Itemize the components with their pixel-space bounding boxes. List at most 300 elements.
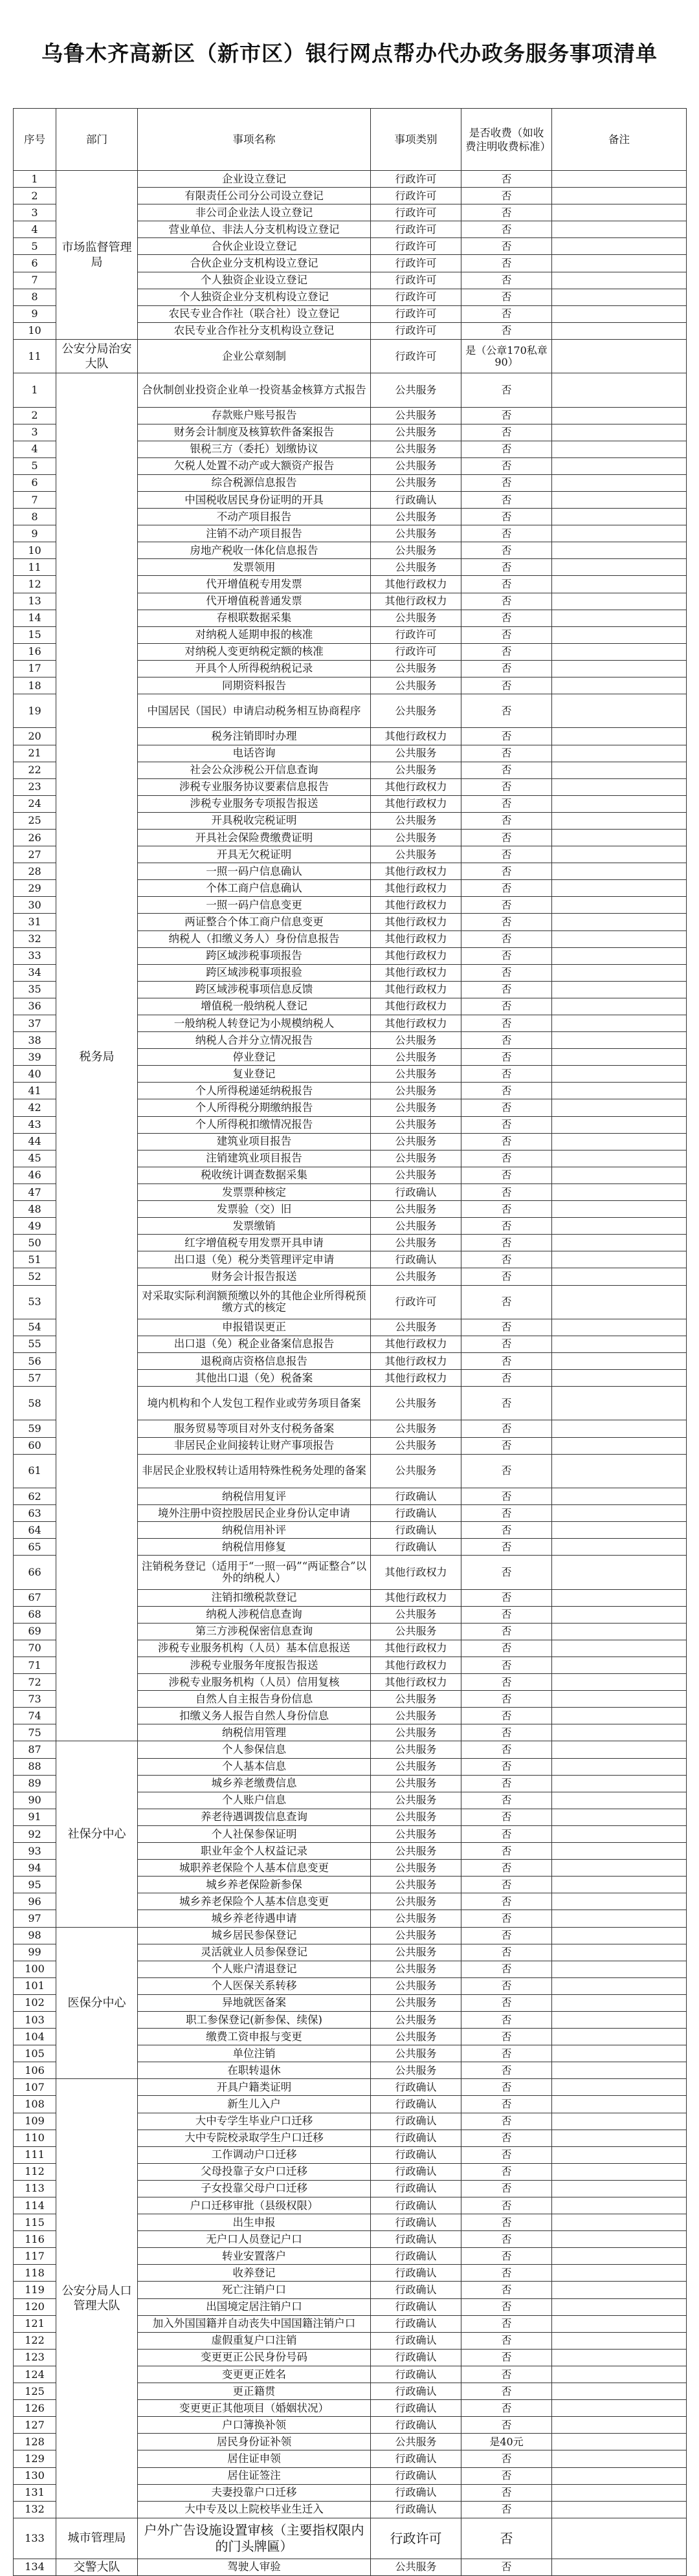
category-cell: 公共服务 bbox=[371, 1809, 461, 1825]
fee-cell: 否 bbox=[461, 1167, 552, 1183]
seq-cell: 2 bbox=[14, 188, 56, 204]
fee-cell: 否 bbox=[461, 1893, 552, 1910]
category-cell: 行政确认 bbox=[371, 2079, 461, 2096]
fee-cell: 否 bbox=[461, 204, 552, 221]
item-name-cell: 一照一码户信息变更 bbox=[138, 897, 371, 914]
seq-cell: 16 bbox=[14, 643, 56, 660]
seq-cell: 56 bbox=[14, 1353, 56, 1370]
seq-cell: 62 bbox=[14, 1488, 56, 1504]
note-cell bbox=[552, 728, 687, 745]
fee-cell: 否 bbox=[461, 914, 552, 930]
seq-cell: 1 bbox=[14, 373, 56, 407]
note-cell bbox=[552, 2248, 687, 2265]
item-name-cell: 涉税专业服务机构（人员）信用复核 bbox=[138, 1674, 371, 1691]
item-name-cell: 居民身份证补领 bbox=[138, 2434, 371, 2450]
category-cell: 其他行政权力 bbox=[371, 1336, 461, 1352]
note-cell bbox=[552, 846, 687, 863]
fee-cell: 否 bbox=[461, 610, 552, 626]
category-cell: 公共服务 bbox=[371, 2559, 461, 2575]
fee-cell: 否 bbox=[461, 305, 552, 322]
seq-cell: 119 bbox=[14, 2282, 56, 2298]
fee-cell: 否 bbox=[461, 762, 552, 778]
category-cell: 公共服务 bbox=[371, 441, 461, 457]
fee-cell: 否 bbox=[461, 1083, 552, 1099]
note-cell bbox=[552, 272, 687, 289]
item-name-cell: 财务会计报告报送 bbox=[138, 1268, 371, 1285]
category-cell: 公共服务 bbox=[371, 2045, 461, 2062]
note-cell bbox=[552, 1505, 687, 1522]
fee-cell: 否 bbox=[461, 964, 552, 981]
note-cell bbox=[552, 2484, 687, 2501]
note-cell bbox=[552, 1860, 687, 1877]
note-cell bbox=[552, 1437, 687, 1454]
seq-cell: 93 bbox=[14, 1843, 56, 1860]
seq-cell: 91 bbox=[14, 1809, 56, 1825]
item-name-cell: 城乡养老保险新参保 bbox=[138, 1877, 371, 1893]
seq-cell: 57 bbox=[14, 1370, 56, 1387]
seq-cell: 124 bbox=[14, 2366, 56, 2383]
category-cell: 公共服务 bbox=[371, 474, 461, 491]
fee-cell: 否 bbox=[461, 1741, 552, 1758]
seq-cell: 102 bbox=[14, 1994, 56, 2011]
note-cell bbox=[552, 610, 687, 626]
note-cell bbox=[552, 2265, 687, 2282]
seq-cell: 128 bbox=[14, 2434, 56, 2450]
item-name-cell: 变更更正其他项目（婚姻状况） bbox=[138, 2400, 371, 2417]
fee-cell: 否 bbox=[461, 660, 552, 677]
item-name-cell: 纳税信用修复 bbox=[138, 1539, 371, 1556]
dept-cell: 交警大队 bbox=[56, 2559, 138, 2575]
fee-cell: 否 bbox=[461, 1488, 552, 1504]
fee-cell: 否 bbox=[461, 2096, 552, 2113]
fee-cell: 否 bbox=[461, 778, 552, 795]
category-cell: 其他行政权力 bbox=[371, 795, 461, 812]
note-cell bbox=[552, 2501, 687, 2518]
item-name-cell: 灵活就业人员参保登记 bbox=[138, 1944, 371, 1961]
item-name-cell: 银税三方（委托）划缴协议 bbox=[138, 441, 371, 457]
service-table bbox=[13, 108, 687, 2576]
seq-cell: 75 bbox=[14, 1724, 56, 1741]
category-cell: 行政许可 bbox=[371, 289, 461, 305]
fee-cell: 否 bbox=[461, 1336, 552, 1352]
seq-cell: 98 bbox=[14, 1927, 56, 1944]
seq-cell: 26 bbox=[14, 829, 56, 846]
fee-cell: 否 bbox=[461, 1251, 552, 1268]
item-name-cell: 户口迁移审批（县级权限） bbox=[138, 2197, 371, 2214]
category-cell: 行政许可 bbox=[371, 272, 461, 289]
category-cell: 行政确认 bbox=[371, 492, 461, 509]
note-cell bbox=[552, 812, 687, 829]
category-cell: 公共服务 bbox=[371, 762, 461, 778]
fee-cell: 否 bbox=[461, 795, 552, 812]
item-name-cell: 合伙制创业投资企业单一投资基金核算方式报告 bbox=[138, 373, 371, 407]
fee-cell: 否 bbox=[461, 171, 552, 188]
seq-cell: 48 bbox=[14, 1201, 56, 1218]
note-cell bbox=[552, 2366, 687, 2383]
fee-cell: 否 bbox=[461, 2079, 552, 2096]
fee-cell: 否 bbox=[461, 626, 552, 643]
category-cell: 行政确认 bbox=[371, 2467, 461, 2484]
item-name-cell: 房地产税收一体化信息报告 bbox=[138, 542, 371, 559]
fee-cell: 否 bbox=[461, 1792, 552, 1809]
item-name-cell: 纳税人合并分立情况报告 bbox=[138, 1032, 371, 1049]
note-cell bbox=[552, 2062, 687, 2079]
category-cell: 公共服务 bbox=[371, 829, 461, 846]
table-row bbox=[14, 2559, 687, 2575]
category-cell: 公共服务 bbox=[371, 1708, 461, 1724]
item-name-cell: 跨区域涉税事项报告 bbox=[138, 947, 371, 964]
fee-cell: 否 bbox=[461, 694, 552, 728]
category-cell: 行政确认 bbox=[371, 2349, 461, 2366]
seq-cell: 42 bbox=[14, 1099, 56, 1116]
seq-cell: 9 bbox=[14, 525, 56, 542]
note-cell bbox=[552, 1420, 687, 1437]
item-name-cell: 城乡养老保险个人基本信息变更 bbox=[138, 1893, 371, 1910]
note-cell bbox=[552, 474, 687, 491]
note-cell bbox=[552, 1623, 687, 1640]
category-cell: 其他行政权力 bbox=[371, 1657, 461, 1674]
item-name-cell: 存款账户账号报告 bbox=[138, 407, 371, 424]
category-cell: 其他行政权力 bbox=[371, 897, 461, 914]
category-cell: 其他行政权力 bbox=[371, 914, 461, 930]
fee-cell: 否 bbox=[461, 930, 552, 947]
item-name-cell: 跨区域涉税事项信息反馈 bbox=[138, 981, 371, 998]
item-name-cell: 父母投靠子女户口迁移 bbox=[138, 2163, 371, 2180]
note-cell bbox=[552, 1099, 687, 1116]
note-cell bbox=[552, 897, 687, 914]
item-name-cell: 虚假重复户口注销 bbox=[138, 2332, 371, 2349]
item-name-cell: 企业公章刻制 bbox=[138, 339, 371, 373]
note-cell bbox=[552, 1522, 687, 1539]
fee-cell: 否 bbox=[461, 2559, 552, 2575]
fee-cell: 否 bbox=[461, 1522, 552, 1539]
item-name-cell: 开具户籍类证明 bbox=[138, 2079, 371, 2096]
dept-cell: 城市管理局 bbox=[56, 2518, 138, 2559]
note-cell bbox=[552, 255, 687, 272]
seq-cell: 6 bbox=[14, 255, 56, 272]
note-cell bbox=[552, 947, 687, 964]
category-cell: 公共服务 bbox=[371, 1758, 461, 1775]
category-cell: 公共服务 bbox=[371, 407, 461, 424]
note-cell bbox=[552, 2518, 687, 2559]
seq-cell: 123 bbox=[14, 2349, 56, 2366]
note-cell bbox=[552, 1251, 687, 1268]
fee-cell: 否 bbox=[461, 2484, 552, 2501]
note-cell bbox=[552, 1133, 687, 1150]
seq-cell: 120 bbox=[14, 2298, 56, 2315]
fee-cell: 否 bbox=[461, 474, 552, 491]
seq-cell: 38 bbox=[14, 1032, 56, 1049]
note-cell bbox=[552, 914, 687, 930]
fee-cell: 否 bbox=[461, 2146, 552, 2163]
item-name-cell: 服务贸易等项目对外支付税务备案 bbox=[138, 1420, 371, 1437]
category-cell: 公共服务 bbox=[371, 2011, 461, 2028]
item-name-cell: 大中专学生毕业户口迁移 bbox=[138, 2113, 371, 2130]
note-cell bbox=[552, 1657, 687, 1674]
fee-cell: 否 bbox=[461, 1877, 552, 1893]
item-name-cell: 驾驶人审验 bbox=[138, 2559, 371, 2575]
table-row bbox=[14, 373, 687, 407]
note-cell bbox=[552, 2349, 687, 2366]
item-name-cell: 对纳税人延期申报的核准 bbox=[138, 626, 371, 643]
category-cell: 公共服务 bbox=[371, 2434, 461, 2450]
note-cell bbox=[552, 2146, 687, 2163]
item-name-cell: 个人账户信息 bbox=[138, 1792, 371, 1809]
item-name-cell: 增值税一般纳税人登记 bbox=[138, 998, 371, 1015]
item-name-cell: 出口退（免）税企业备案信息报告 bbox=[138, 1336, 371, 1352]
fee-cell: 否 bbox=[461, 1201, 552, 1218]
fee-cell: 否 bbox=[461, 492, 552, 509]
category-cell: 行政确认 bbox=[371, 2501, 461, 2518]
seq-cell: 112 bbox=[14, 2163, 56, 2180]
category-cell: 公共服务 bbox=[371, 1944, 461, 1961]
item-name-cell: 代开增值税普通发票 bbox=[138, 593, 371, 610]
seq-cell: 60 bbox=[14, 1437, 56, 1454]
fee-cell: 否 bbox=[461, 272, 552, 289]
seq-cell: 66 bbox=[14, 1556, 56, 1589]
fee-cell: 否 bbox=[461, 1049, 552, 1066]
item-name-cell: 开具个人所得税纳税记录 bbox=[138, 660, 371, 677]
fee-cell: 否 bbox=[461, 981, 552, 998]
seq-cell: 23 bbox=[14, 778, 56, 795]
seq-cell: 106 bbox=[14, 2062, 56, 2079]
note-cell bbox=[552, 2130, 687, 2146]
table-row bbox=[14, 339, 687, 373]
seq-cell: 73 bbox=[14, 1691, 56, 1708]
seq-cell: 47 bbox=[14, 1183, 56, 1200]
note-cell bbox=[552, 1454, 687, 1488]
note-cell bbox=[552, 626, 687, 643]
item-name-cell: 变更更正公民身份号码 bbox=[138, 2349, 371, 2366]
category-cell: 行政确认 bbox=[371, 2248, 461, 2265]
fee-cell: 否 bbox=[461, 2332, 552, 2349]
item-name-cell: 涉税专业服务专项报告报送 bbox=[138, 795, 371, 812]
note-cell bbox=[552, 2559, 687, 2575]
note-cell bbox=[552, 1994, 687, 2011]
note-cell bbox=[552, 1116, 687, 1133]
item-name-cell: 个人所得税分期缴纳报告 bbox=[138, 1099, 371, 1116]
category-cell: 公共服务 bbox=[371, 1167, 461, 1183]
note-cell bbox=[552, 1606, 687, 1623]
note-cell bbox=[552, 1015, 687, 1032]
item-name-cell: 红字增值税专用发票开具申请 bbox=[138, 1235, 371, 1251]
seq-cell: 64 bbox=[14, 1522, 56, 1539]
fee-cell: 否 bbox=[461, 1977, 552, 1994]
note-cell bbox=[552, 1758, 687, 1775]
fee-cell: 否 bbox=[461, 1708, 552, 1724]
fee-cell: 否 bbox=[461, 2029, 552, 2045]
category-cell: 行政确认 bbox=[371, 2484, 461, 2501]
note-cell bbox=[552, 2231, 687, 2248]
fee-cell: 否 bbox=[461, 2130, 552, 2146]
seq-cell: 121 bbox=[14, 2315, 56, 2332]
category-cell: 其他行政权力 bbox=[371, 1589, 461, 1606]
note-cell bbox=[552, 964, 687, 981]
fee-cell: 否 bbox=[461, 1860, 552, 1877]
note-cell bbox=[552, 643, 687, 660]
fee-cell: 否 bbox=[461, 1370, 552, 1387]
category-cell: 公共服务 bbox=[371, 1877, 461, 1893]
note-cell bbox=[552, 305, 687, 322]
category-cell: 公共服务 bbox=[371, 1792, 461, 1809]
category-cell: 公共服务 bbox=[371, 559, 461, 576]
seq-cell: 71 bbox=[14, 1657, 56, 1674]
category-cell: 行政许可 bbox=[371, 221, 461, 238]
fee-cell: 否 bbox=[461, 1944, 552, 1961]
item-name-cell: 工作调动户口迁移 bbox=[138, 2146, 371, 2163]
category-cell: 公共服务 bbox=[371, 1724, 461, 1741]
note-cell bbox=[552, 407, 687, 424]
item-name-cell: 死亡注销户口 bbox=[138, 2282, 371, 2298]
category-cell: 行政确认 bbox=[371, 2366, 461, 2383]
note-cell bbox=[552, 1032, 687, 1049]
category-cell: 公共服务 bbox=[371, 2029, 461, 2045]
item-name-cell: 大中专及以上院校毕业生迁入 bbox=[138, 2501, 371, 2518]
category-cell: 公共服务 bbox=[371, 1319, 461, 1336]
category-cell: 行政确认 bbox=[371, 2146, 461, 2163]
fee-cell: 否 bbox=[461, 829, 552, 846]
category-cell: 行政许可 bbox=[371, 643, 461, 660]
fee-cell: 否 bbox=[461, 1353, 552, 1370]
fee-cell: 否 bbox=[461, 1015, 552, 1032]
fee-cell: 否 bbox=[461, 1133, 552, 1150]
category-cell: 公共服务 bbox=[371, 1741, 461, 1758]
seq-cell: 134 bbox=[14, 2559, 56, 2575]
item-name-cell: 单位注销 bbox=[138, 2045, 371, 2062]
fee-cell: 否 bbox=[461, 1961, 552, 1977]
fee-cell: 否 bbox=[461, 1319, 552, 1336]
seq-cell: 3 bbox=[14, 424, 56, 441]
seq-cell: 39 bbox=[14, 1049, 56, 1066]
item-name-cell: 纳税信用管理 bbox=[138, 1724, 371, 1741]
seq-cell: 32 bbox=[14, 930, 56, 947]
item-name-cell: 一般纳税人转登记为小规模纳税人 bbox=[138, 1015, 371, 1032]
item-name-cell: 个人账户清退登记 bbox=[138, 1961, 371, 1977]
category-cell: 公共服务 bbox=[371, 660, 461, 677]
fee-cell: 否 bbox=[461, 1640, 552, 1657]
item-name-cell: 境外注册中资控股居民企业身份认定申请 bbox=[138, 1505, 371, 1522]
note-cell bbox=[552, 525, 687, 542]
note-cell bbox=[552, 1218, 687, 1235]
item-name-cell: 个人参保信息 bbox=[138, 1741, 371, 1758]
item-name-cell: 存根联数据采集 bbox=[138, 610, 371, 626]
seq-cell: 5 bbox=[14, 238, 56, 255]
note-cell bbox=[552, 1319, 687, 1336]
item-name-cell: 停业登记 bbox=[138, 1049, 371, 1066]
fee-cell: 否 bbox=[461, 188, 552, 204]
note-cell bbox=[552, 238, 687, 255]
category-cell: 公共服务 bbox=[371, 1893, 461, 1910]
item-name-cell: 建筑业项目报告 bbox=[138, 1133, 371, 1150]
seq-cell: 87 bbox=[14, 1741, 56, 1758]
item-name-cell: 税收统计调查数据采集 bbox=[138, 1167, 371, 1183]
seq-cell: 72 bbox=[14, 1674, 56, 1691]
category-cell: 其他行政权力 bbox=[371, 1015, 461, 1032]
item-name-cell: 第三方涉税保密信息查询 bbox=[138, 1623, 371, 1640]
note-cell bbox=[552, 1775, 687, 1792]
note-cell bbox=[552, 171, 687, 188]
seq-cell: 105 bbox=[14, 2045, 56, 2062]
fee-cell: 否 bbox=[461, 880, 552, 897]
seq-cell: 9 bbox=[14, 305, 56, 322]
note-cell bbox=[552, 1150, 687, 1167]
item-name-cell: 注销扣缴税款登记 bbox=[138, 1589, 371, 1606]
fee-cell: 否 bbox=[461, 2113, 552, 2130]
item-name-cell: 两证整合个体工商户信息变更 bbox=[138, 914, 371, 930]
seq-cell: 89 bbox=[14, 1775, 56, 1792]
item-name-cell: 同期资料报告 bbox=[138, 677, 371, 694]
fee-cell: 否 bbox=[461, 2197, 552, 2214]
seq-cell: 45 bbox=[14, 1150, 56, 1167]
note-cell bbox=[552, 2079, 687, 2096]
seq-cell: 11 bbox=[14, 559, 56, 576]
item-name-cell: 个人医保关系转移 bbox=[138, 1977, 371, 1994]
fee-cell: 否 bbox=[461, 2045, 552, 2062]
fee-cell: 否 bbox=[461, 863, 552, 880]
note-cell bbox=[552, 745, 687, 762]
fee-cell: 否 bbox=[461, 1150, 552, 1167]
seq-cell: 114 bbox=[14, 2197, 56, 2214]
seq-cell: 34 bbox=[14, 964, 56, 981]
category-cell: 其他行政权力 bbox=[371, 863, 461, 880]
fee-cell: 否 bbox=[461, 2231, 552, 2248]
category-cell: 行政确认 bbox=[371, 2096, 461, 2113]
seq-cell: 117 bbox=[14, 2248, 56, 2265]
item-name-cell: 综合税源信息报告 bbox=[138, 474, 371, 491]
note-cell bbox=[552, 1285, 687, 1319]
item-name-cell: 涉税专业服务协议要素信息报告 bbox=[138, 778, 371, 795]
seq-cell: 59 bbox=[14, 1420, 56, 1437]
item-name-cell: 合伙企业分支机构设立登记 bbox=[138, 255, 371, 272]
category-cell: 其他行政权力 bbox=[371, 1353, 461, 1370]
seq-cell: 3 bbox=[14, 204, 56, 221]
item-name-cell: 更正籍贯 bbox=[138, 2383, 371, 2400]
category-cell: 行政确认 bbox=[371, 1505, 461, 1522]
item-name-cell: 出国境定居注销户口 bbox=[138, 2298, 371, 2315]
item-name-cell: 扣缴义务人报告自然人身份信息 bbox=[138, 1708, 371, 1724]
note-cell bbox=[552, 1268, 687, 1285]
fee-cell: 否 bbox=[461, 2467, 552, 2484]
seq-cell: 107 bbox=[14, 2079, 56, 2096]
item-name-cell: 欠税人处置不动产或大额资产报告 bbox=[138, 457, 371, 474]
fee-cell: 否 bbox=[461, 1674, 552, 1691]
seq-cell: 130 bbox=[14, 2467, 56, 2484]
dept-cell: 市场监督管理局 bbox=[56, 171, 138, 340]
item-name-cell: 注销税务登记（适用于“一照一码”“两证整合”以外的纳税人） bbox=[138, 1556, 371, 1589]
note-cell bbox=[552, 1640, 687, 1657]
seq-cell: 65 bbox=[14, 1539, 56, 1556]
seq-cell: 44 bbox=[14, 1133, 56, 1150]
item-name-cell: 变更更正姓名 bbox=[138, 2366, 371, 2383]
seq-cell: 58 bbox=[14, 1387, 56, 1420]
seq-cell: 122 bbox=[14, 2332, 56, 2349]
item-name-cell: 发票验（交）旧 bbox=[138, 1201, 371, 1218]
fee-cell: 是（公章170私章90） bbox=[461, 339, 552, 373]
seq-cell: 53 bbox=[14, 1285, 56, 1319]
category-cell: 其他行政权力 bbox=[371, 778, 461, 795]
seq-cell: 99 bbox=[14, 1944, 56, 1961]
note-cell bbox=[552, 322, 687, 339]
seq-cell: 8 bbox=[14, 509, 56, 525]
item-name-cell: 企业设立登记 bbox=[138, 171, 371, 188]
note-cell bbox=[552, 1235, 687, 1251]
item-name-cell: 发票缴销 bbox=[138, 1218, 371, 1235]
category-cell: 公共服务 bbox=[371, 1066, 461, 1083]
fee-cell: 否 bbox=[461, 1387, 552, 1420]
note-cell bbox=[552, 981, 687, 998]
fee-cell: 是40元 bbox=[461, 2434, 552, 2450]
header-note: 备注 bbox=[552, 109, 687, 171]
